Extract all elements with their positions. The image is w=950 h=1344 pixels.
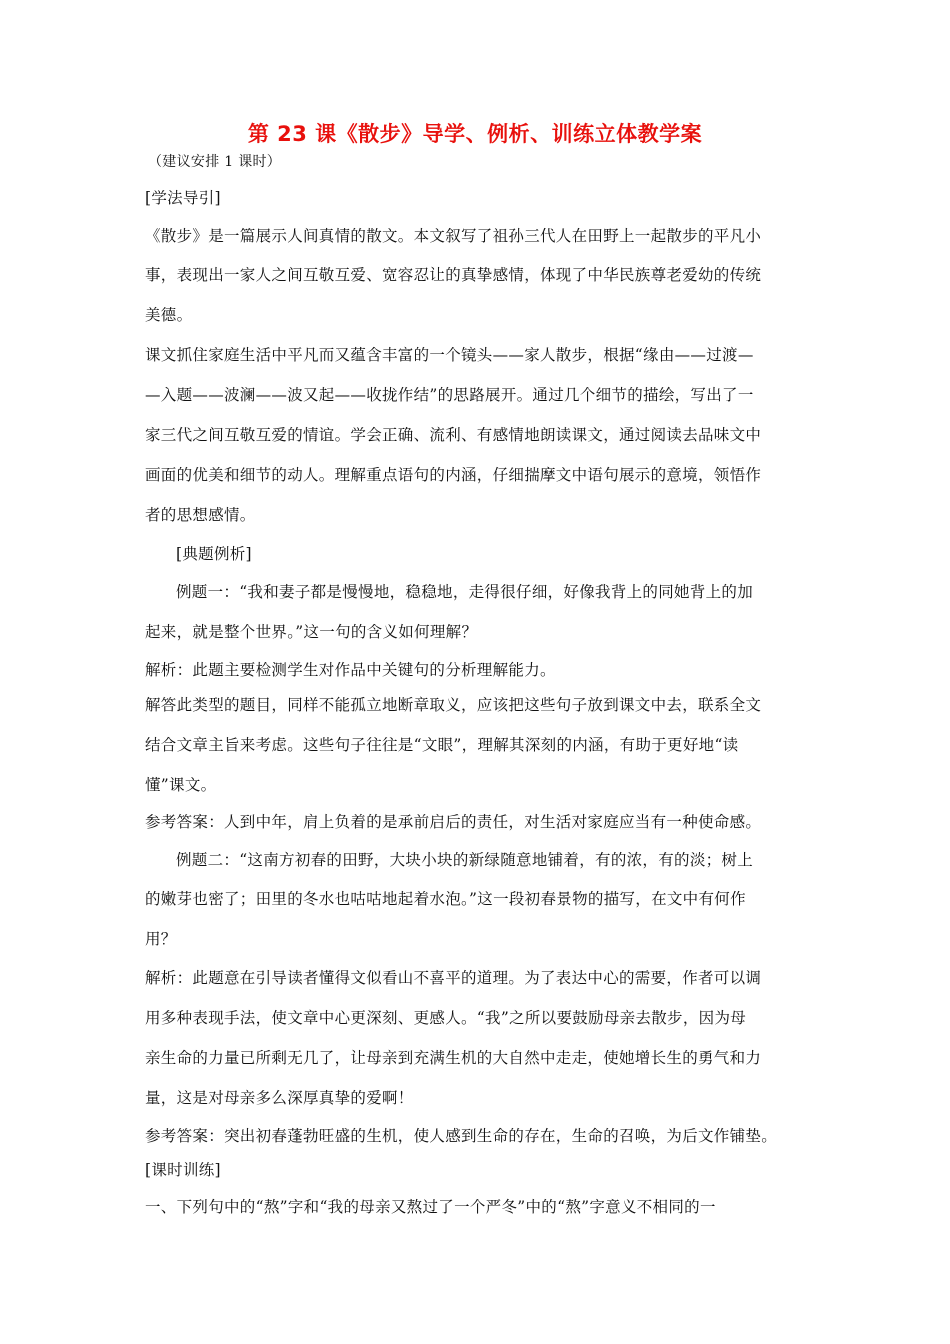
example-1-analysis: 解析：此题主要检测学生对作品中关键句的分析理解能力。 (145, 661, 556, 679)
section-heading-guide: [学法导引] (145, 189, 221, 207)
example-1-line: 起来，就是整个世界。”这一句的含义如何理解？ (145, 623, 478, 641)
intro-paragraph-1-line: 《散步》是一篇展示人间真情的散文。本文叙写了祖孙三代人在田野上一起散步的平凡小 (145, 227, 762, 245)
intro-paragraph-1-line: 事，表现出一家人之间互敬互爱、宽容忍让的真挚感情，体现了中华民族尊老爱幼的传统 (145, 266, 762, 284)
example-2-analysis-line: 用多种表现手法，使文章中心更深刻、更感人。“我”之所以要鼓励母亲去散步，因为母 (145, 1009, 747, 1027)
example-2-analysis-line: 量，这是对母亲多么深厚真挚的爱啊！ (145, 1089, 414, 1107)
intro-paragraph-2-line: —入题——波澜——波又起——收拢作结”的思路展开。通过几个细节的描绘，写出了一 (145, 386, 754, 404)
example-1-line: 例题一：“我和妻子都是慢慢地，稳稳地，走得很仔细，好像我背上的同她背上的加 (176, 583, 754, 601)
example-2-line: 例题二：“这南方初春的田野，大块小块的新绿随意地铺着，有的浓，有的淡；树上 (176, 851, 754, 869)
example-1-answer: 参考答案：人到中年，肩上负着的是承前启后的责任，对生活对家庭应当有一种使命感。 (145, 813, 762, 831)
intro-paragraph-2-line: 家三代之间互敬互爱的情谊。学会正确、流利、有感情地朗读课文，通过阅读去品味文中 (145, 426, 762, 444)
intro-paragraph-2-line: 者的思想感情。 (145, 506, 256, 524)
intro-paragraph-1-line: 美德。 (145, 306, 193, 324)
example-1-explanation-line: 懂”课文。 (145, 776, 217, 794)
example-2-analysis-line: 亲生命的力量已所剩无几了，让母亲到充满生机的大自然中走走，使她增长生的勇气和力 (145, 1049, 762, 1067)
section-heading-examples: [典题例析] (176, 545, 252, 563)
document-title: 第 23 课《散步》导学、例析、训练立体教学案 (247, 122, 703, 146)
example-2-line: 的嫩芽也密了；田里的冬水也咕咕地起着水泡。”这一段初春景物的描写，在文中有何作 (145, 890, 746, 908)
section-heading-training: [课时训练] (145, 1161, 221, 1179)
lesson-note: （建议安排 1 课时） (148, 154, 282, 170)
intro-paragraph-2-line: 课文抓住家庭生活中平凡而又蕴含丰富的一个镜头——家人散步，根据“缘由——过渡— (145, 346, 754, 364)
example-2-analysis-line: 解析：此题意在引导读者懂得文似看山不喜平的道理。为了表达中心的需要，作者可以调 (145, 969, 762, 987)
example-2-line: 用？ (145, 930, 177, 948)
intro-paragraph-2-line: 画面的优美和细节的动人。理解重点语句的内涵，仔细揣摩文中语句展示的意境，领悟作 (145, 466, 762, 484)
example-2-answer: 参考答案：突出初春蓬勃旺盛的生机，使人感到生命的存在，生命的召唤，为后文作铺垫。 (145, 1127, 778, 1145)
example-1-explanation-line: 解答此类型的题目，同样不能孤立地断章取义，应该把这些句子放到课文中去，联系全文 (145, 696, 762, 714)
question-1: 一、下列句中的“熬”字和“我的母亲又熬过了一个严冬”中的“熬”字意义不相同的一 (145, 1198, 716, 1216)
example-1-explanation-line: 结合文章主旨来考虑。这些句子往往是“文眼”，理解其深刻的内涵，有助于更好地“读 (145, 736, 739, 754)
